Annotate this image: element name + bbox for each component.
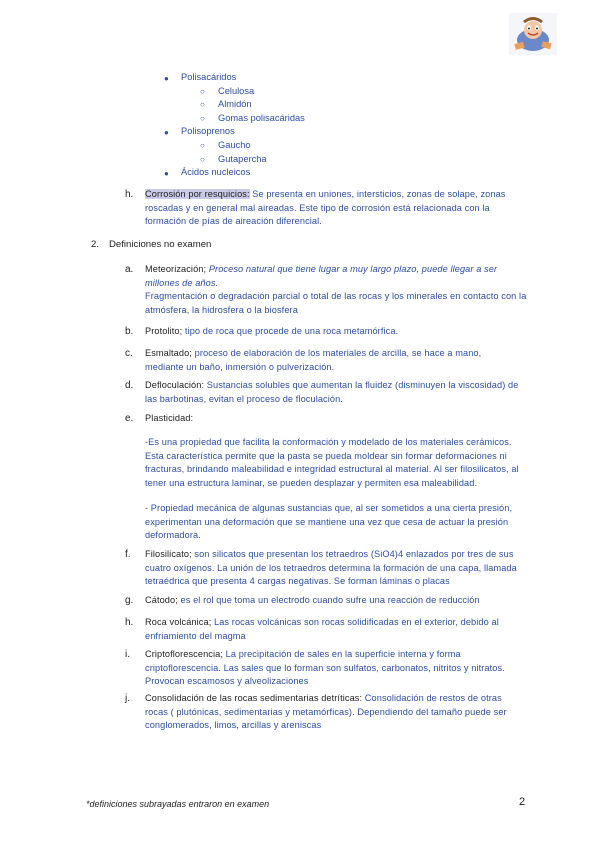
term-consolidacion: Consolidación de las rocas sedimentarias detríticas: xyxy=(145,693,363,703)
definition-text: Sustancias solubles que aumentan la fluidez (disminuyen la viscosidad) de las barbotinas, evitan el proceso de floculación. xyxy=(145,380,519,404)
list-marker: f. xyxy=(125,549,131,560)
definition-esmaltado xyxy=(145,347,520,374)
definition-text: es el rol que toma un electrodo cuando sufre una reacción de reducción xyxy=(180,595,480,605)
list-marker: i. xyxy=(125,649,130,660)
definition-meteorizacion xyxy=(145,263,530,290)
list-item-acidos: Ácidos nucleicos xyxy=(181,167,251,177)
definition-filosilicato xyxy=(145,548,530,589)
definition-text: Las rocas volcánicas son rocas solidificadas en el exterior, debido al enfriamiento del magma xyxy=(145,617,499,641)
term-roca-volcanica: Roca volcánica; xyxy=(145,617,212,627)
list-item-almidon: Almidón xyxy=(218,99,252,109)
definition-text: son silicatos que presentan los tetraedros (SiO4)4 enlazados por tres de sus cuatro oxígenos. La unión de los tetraedros determina la formación de una capa, llamada tetraédrica que presenta 4 cargas negativas. Se forman láminas o placas xyxy=(145,549,517,586)
section-title: Definiciones no examen xyxy=(109,239,212,250)
circle-bullet-icon: ○ xyxy=(200,114,205,123)
list-item-polisacaridos: Polisacáridos xyxy=(181,72,237,82)
term-protolito: Protolito; xyxy=(145,326,183,336)
list-item-celulosa: Celulosa xyxy=(218,86,255,96)
bullet-icon: ● xyxy=(164,169,169,178)
definition-roca-volcanica xyxy=(145,616,530,643)
definition-text: tipo de roca que procede de una roca metamórfica. xyxy=(184,326,399,336)
bullet-icon: ● xyxy=(164,128,169,137)
definition-catodo xyxy=(145,594,530,608)
logo-image xyxy=(509,13,557,55)
definition-defloculacion xyxy=(145,379,520,406)
term-corrosion: Corrosión por resquicios: xyxy=(145,189,250,199)
list-marker: b. xyxy=(125,326,134,337)
list-marker: g. xyxy=(125,595,134,606)
page-number: 2 xyxy=(519,796,526,808)
term-criptoflorescencia: Criptoflorescencia; xyxy=(145,649,223,659)
term-defloculacion: Defloculación: xyxy=(145,380,205,390)
definition-text-extra: Fragmentación o degradación parcial o total de las rocas y los minerales en contacto con la atmósfera, la hidrosfera o la biosfera xyxy=(145,291,527,315)
definition-plasticidad-p2: - Propiedad mecánica de algunas sustancias que, al ser sometidos a una cierta presión, experimentan una deformación que se mantiene una vez que cesa de actuar la presión deformadora. xyxy=(145,503,513,540)
term-filosilicato: Filosilicato; xyxy=(145,549,192,559)
definition-text: Se presenta en uniones, intersticios, zonas de solape, zonas roscadas y en general mal aireadas. Este tipo de corrosión está relacionada con la formación de pías de aireación diferencial. xyxy=(145,189,506,226)
list-marker: c. xyxy=(125,348,133,359)
list-marker: a. xyxy=(125,264,134,275)
list-marker: h. xyxy=(125,189,134,200)
definition-plasticidad-p1: -Es una propiedad que facilita la conformación y modelado de los materiales cerámicos. Esta característica permite que la pasta se pueda moldear sin formar deformaciones ni fracturas, brindando maleabilidad e integridad estructural al material. Al ser filosilicatos, al tener una estructura laminar, se pueden desplazar y permiten esa maleabilidad. xyxy=(145,437,519,488)
definition-text: La precipitación de sales en la superficie interna y forma criptoflorescencia. Las sales que lo forman son sulfatos, carbonatos, nitritos y nitratos. Provocan escamosos y alveolizaciones xyxy=(145,649,505,686)
term-plasticidad: Plasticidad: xyxy=(145,413,194,423)
term-esmaltado: Esmaltado; xyxy=(145,348,192,358)
list-marker: j. xyxy=(125,693,130,704)
definition-consolidacion xyxy=(145,692,527,733)
term-catodo: Cátodo; xyxy=(145,595,178,605)
list-marker: h. xyxy=(125,617,134,628)
circle-bullet-icon: ○ xyxy=(200,141,205,150)
definition-criptoflorescencia xyxy=(145,648,520,689)
circle-bullet-icon: ○ xyxy=(200,87,205,96)
cartoon-mascot-icon xyxy=(509,13,557,55)
definition-corrosion xyxy=(145,188,520,229)
bullet-icon: ● xyxy=(164,74,169,83)
circle-bullet-icon: ○ xyxy=(200,155,205,164)
list-item-polisoprenos: Polisoprenos xyxy=(181,126,235,136)
circle-bullet-icon: ○ xyxy=(200,100,205,109)
list-marker: e. xyxy=(125,413,134,424)
footer-note: *definiciones subrayadas entraron en examen xyxy=(86,799,270,809)
definition-text: proceso de elaboración de los materiales de arcilla, se hace a mano, mediante un baño, inmersión o pulverización. xyxy=(145,348,482,372)
section-number: 2. xyxy=(91,239,100,250)
list-marker: d. xyxy=(125,380,134,391)
list-item-gaucho: Gaucho xyxy=(218,140,251,150)
list-item-gutapercha: Gutapercha xyxy=(218,154,267,164)
term-meteorizacion: Meteorización; xyxy=(145,264,207,274)
definition-text: Consolidación de restos de otras rocas ( plutónicas, sedimentarias y metamórficas). Dependiendo del tamaño puede ser conglomerados, limos, arcillas y areniscas xyxy=(145,693,507,730)
definition-text: Proceso natural que tiene lugar a muy largo plazo, puede llegar a ser millones de años. xyxy=(145,264,498,288)
list-item-gomas: Gomas polisacáridas xyxy=(218,113,305,123)
definition-protolito xyxy=(145,325,525,339)
